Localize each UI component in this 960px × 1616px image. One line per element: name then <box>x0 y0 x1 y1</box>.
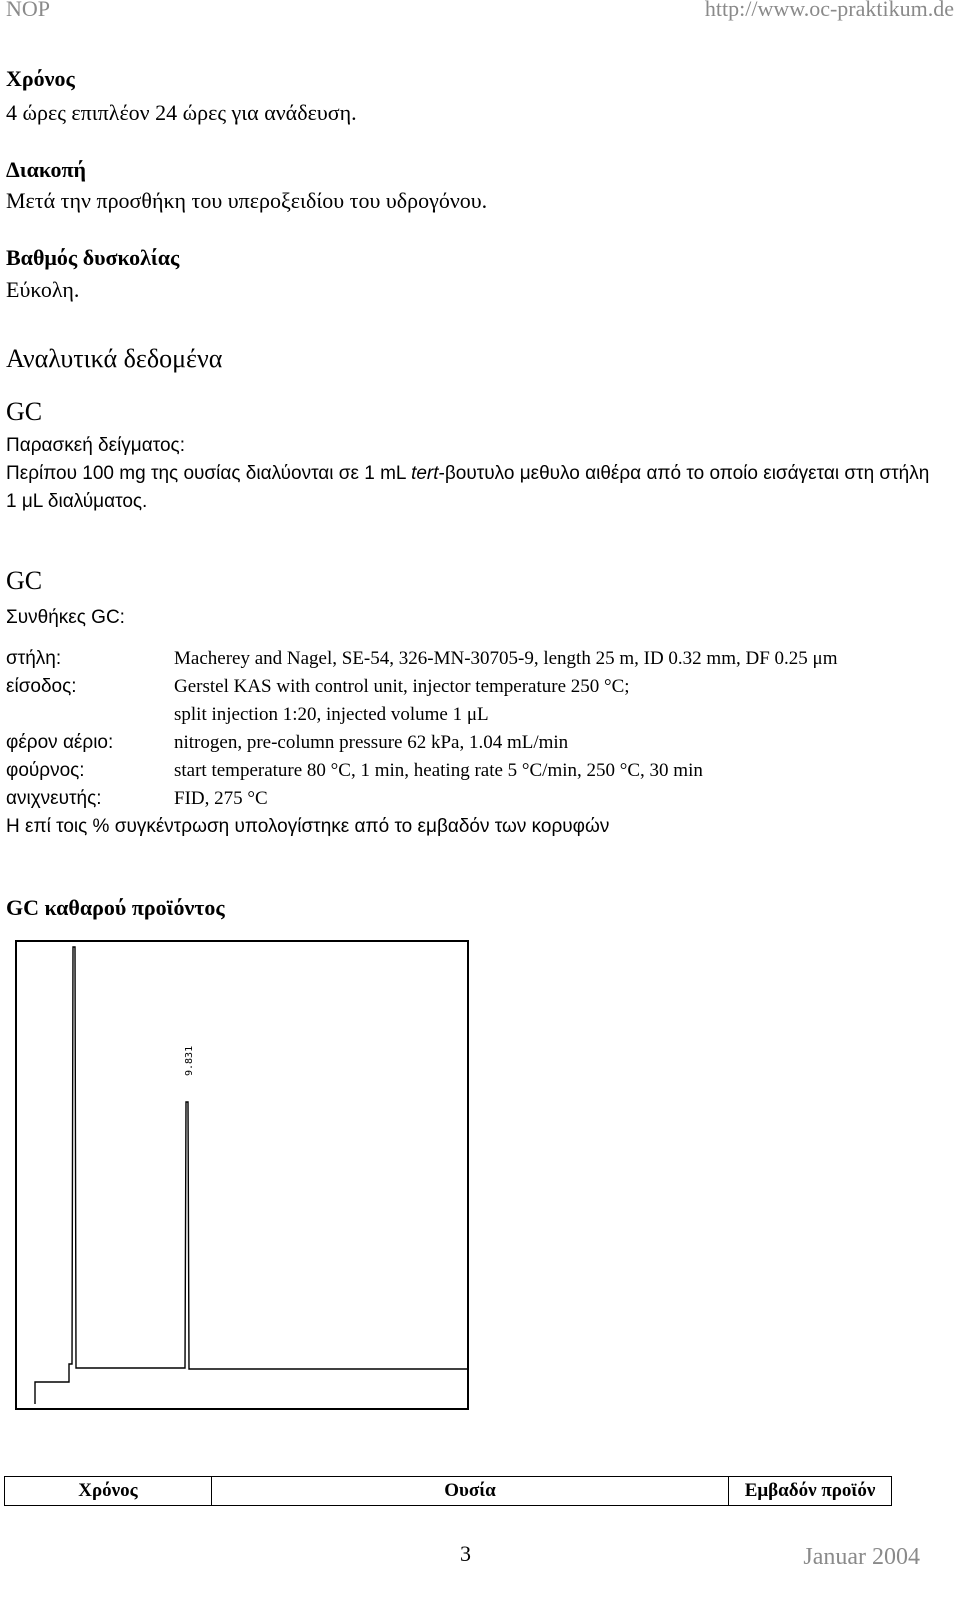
header-url[interactable]: http://www.oc-praktikum.de <box>704 0 954 21</box>
interruption-text: Μετά την προσθήκη του υπεροξειδίου του υδρογόνου. <box>6 188 488 213</box>
chromatogram <box>15 940 469 1410</box>
condition-value: split injection 1:20, injected volume 1 μL <box>174 704 489 725</box>
condition-label: στήλη: <box>6 648 62 669</box>
gc2-heading: GC <box>6 566 43 595</box>
sample-prep-line2: 1 μL διαλύματος. <box>6 491 148 512</box>
results-header-time: Χρόνος <box>5 1477 212 1506</box>
results-header-area: Εμβαδόν προϊόν <box>729 1477 892 1506</box>
condition-value: Macherey and Nagel, SE-54, 326-MN-30705-9, length 25 m, ID 0.32 mm, DF 0.25 μm <box>174 648 838 669</box>
page-number: 3 <box>460 1541 471 1566</box>
peak-retention-label: 9.831 <box>184 1045 195 1076</box>
sample-prep-line1-pre: Περίπου 100 mg της ουσίας διαλύονται σε 1 mL <box>6 463 412 484</box>
sample-prep-line1 <box>6 463 929 485</box>
results-header-substance: Ουσία <box>212 1477 729 1506</box>
difficulty-heading: Βαθμός δυσκολίας <box>6 245 180 270</box>
condition-label: φέρον αέριο: <box>6 732 114 753</box>
results-header-row <box>5 1477 892 1506</box>
sample-prep-label: Παρασκεή δείγματος: <box>6 435 185 456</box>
condition-label: είσοδος: <box>6 676 77 697</box>
time-text: 4 ώρες επιπλέον 24 ώρες για ανάδευση. <box>6 100 357 125</box>
conditions-label: Συνθήκες GC: <box>6 607 125 628</box>
analytical-heading: Αναλυτικά δεδομένα <box>6 344 223 373</box>
condition-label: ανιχνευτής: <box>6 788 102 809</box>
time-heading: Χρόνος <box>6 66 75 91</box>
condition-value: FID, 275 °C <box>174 788 268 809</box>
condition-label: φούρνος: <box>6 760 85 781</box>
header-left-text: NOP <box>6 0 51 21</box>
sample-prep-line1-italic: tert <box>411 463 439 484</box>
difficulty-text: Εύκολη. <box>6 277 80 302</box>
percent-note: Η επί τοις % συγκέντρωση υπολογίστηκε από το εμβαδόν των κορυφών <box>6 816 610 837</box>
gc1-heading: GC <box>6 397 43 426</box>
chromatogram-trace <box>17 942 471 1412</box>
interruption-heading: Διακοπή <box>6 157 87 182</box>
results-table <box>4 1476 892 1506</box>
condition-value: start temperature 80 °C, 1 min, heating rate 5 °C/min, 250 °C, 30 min <box>174 760 703 781</box>
chromatogram-heading: GC καθαρού προϊόντος <box>6 895 225 920</box>
footer-date: Januar 2004 <box>803 1544 920 1570</box>
condition-value: nitrogen, pre-column pressure 62 kPa, 1.04 mL/min <box>174 732 569 753</box>
sample-prep-line1-post: -βουτυλο μεθυλο αιθέρα από το οποίο εισάγεται στη στήλη <box>438 463 930 484</box>
condition-value: Gerstel KAS with control unit, injector temperature 250 °C; <box>174 676 630 697</box>
